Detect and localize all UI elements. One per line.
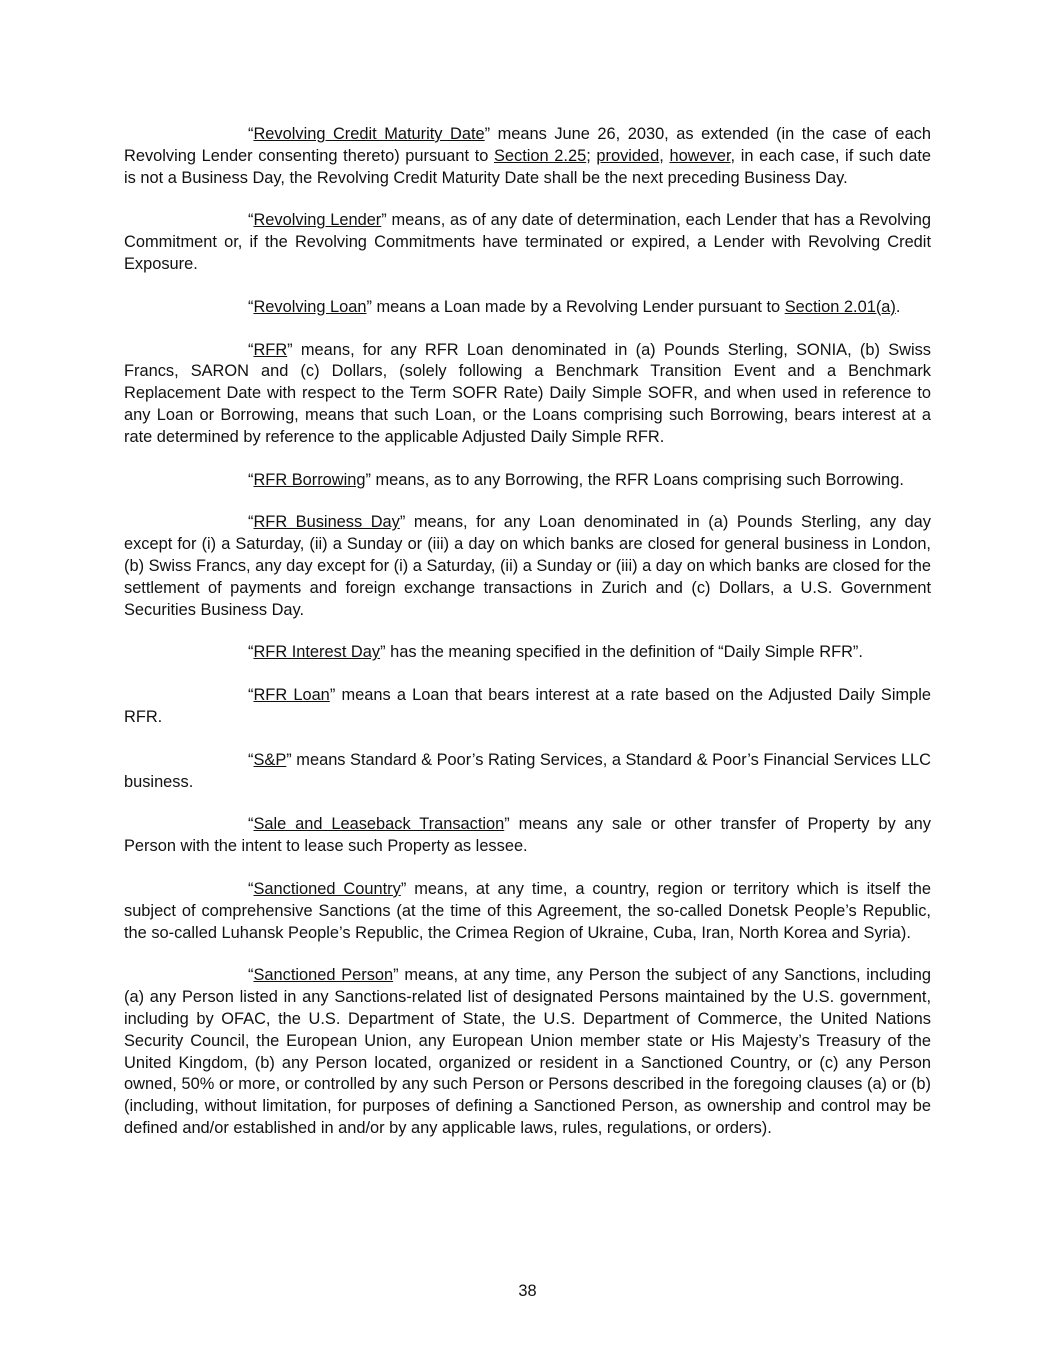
close-quote: ” [287, 340, 293, 359]
open-quote: “ [248, 750, 254, 769]
defined-term: RFR Loan [253, 686, 330, 705]
open-quote: “ [248, 297, 254, 316]
defined-term: Sanctioned Country [253, 879, 401, 898]
definition-sale-and-leaseback-transaction [124, 814, 931, 858]
section-reference: Section 2.25 [494, 146, 587, 165]
definition-text: means, as to any Borrowing, the RFR Loans comprising such Borrowing. [370, 470, 904, 489]
close-quote: ” [393, 966, 399, 985]
section-reference: Section 2.01(a) [784, 297, 896, 316]
open-quote: “ [248, 879, 254, 898]
defined-term: RFR Business Day [253, 513, 400, 532]
defined-term: Revolving Lender [253, 211, 382, 230]
definition-text: means a Loan made by a Revolving Lender pursuant to [371, 297, 785, 316]
open-quote: “ [248, 340, 254, 359]
open-quote: “ [248, 686, 254, 705]
open-quote: “ [248, 211, 254, 230]
proviso-term: provided [596, 146, 660, 165]
definition-text: means, for any RFR Loan denominated in (a) Pounds Sterling, SONIA, (b) Swiss Francs, SARON and (c) Dollars, (solely following a Benchmark Transition Event and a Benchmark Replacement Date with respect to the Term SOFR Rate) Daily Simple SOFR, and when used in reference to any Loan or Borrowing, means that such Loan, or the Loans comprising such Borrowing, bears interest at a rate determined by reference to the applicable Adjusted Daily Simple RFR. [124, 340, 931, 446]
definition-text: , [659, 146, 670, 165]
open-quote: “ [248, 125, 254, 143]
close-quote: ” [380, 643, 386, 662]
close-quote: ” [286, 750, 292, 769]
open-quote: “ [248, 513, 254, 532]
close-quote: ” [366, 297, 372, 316]
open-quote: “ [248, 966, 254, 985]
definition-text: means a Loan that bears interest at a rate based on the Adjusted Daily Simple RFR. [124, 686, 932, 726]
close-quote: ” [365, 470, 371, 489]
page-number: 38 [518, 1282, 537, 1300]
definition-text: means, at any time, a country, region or territory which is itself the subject of comprehensive Sanctions (at the time of this Agreement, the so-called Donetsk People’s Republic, the so-called Luhansk People’s Republic, the Crimea Region of Ukraine, Cuba, Iran, North Korea and Syria). [124, 879, 931, 942]
proviso-term: however [669, 146, 731, 165]
definition-revolving-lender [124, 210, 931, 275]
definition-rfr-interest-day [124, 642, 931, 664]
close-quote: ” [400, 879, 407, 898]
close-quote: ” [504, 815, 510, 834]
definition-sanctioned-country [124, 879, 931, 944]
definition-text: means Standard & Poor’s Rating Services, a Standard & Poor’s Financial Services LLC business. [124, 750, 932, 791]
definition-text: means, as of any date of determination, each Lender that has a Revolving Commitment or, if the Revolving Commitments have terminated or expired, a Lender with Revolving Credit Exposure. [124, 211, 931, 273]
defined-term: Sanctioned Person [253, 966, 394, 985]
definition-sanctioned-person [124, 965, 931, 1139]
definition-text: , in each case, if such date is not a Business Day, the Revolving Credit Maturity Date shall be the next preceding Business Day. [124, 146, 932, 187]
definition-rfr-business-day [124, 512, 931, 621]
close-quote: ” [381, 211, 387, 230]
defined-term: Revolving Loan [253, 297, 367, 316]
close-quote: ” [484, 125, 491, 143]
open-quote: “ [248, 643, 254, 662]
defined-term: S&P [253, 750, 287, 769]
close-quote: ” [329, 686, 336, 705]
definition-rfr-borrowing [124, 470, 931, 492]
open-quote: “ [248, 470, 254, 489]
definition-rfr [124, 340, 931, 449]
definition-text: means June 26, 2030, as extended (in the case of each Revolving Lender consenting thereto) pursuant to [124, 125, 931, 165]
definition-revolving-loan [124, 297, 931, 319]
definition-text: means, for any Loan denominated in (a) Pounds Sterling, any day except for (i) a Saturday, (ii) a Sunday or (iii) a day on which banks are closed for general business in London, (b) Swiss Francs, any day except for (i) a Saturday, (ii) a Sunday or (iii) a day on which banks are closed for the settlement of payments and foreign exchange transactions in Zurich and (c) Dollars, a U.S. Government Securities Business Day. [124, 513, 931, 619]
definition-text: means any sale or other transfer of Property by any Person with the intent to lease such Property as lessee. [124, 815, 931, 856]
defined-term: RFR Interest Day [253, 643, 381, 662]
definition-text: means, at any time, any Person the subject of any Sanctions, including (a) any Person listed in any Sanctions-related list of designated Persons maintained by the U.S. government, including by OFAC, the U.S. Department of State, the U.S. Department of Commerce, the United Nations Security Council, the European Union, any European Union member state or His Majesty’s Treasury of the United Kingdom, (b) any Person located, organized or resident in a Sanctioned Country, or (c) any Person owned, 50% or more, or controlled by any such Person or Persons described in the foregoing clauses (a) or (b) (including, without limitation, for purposes of defining a Sanctioned Person, as ownership and control may be defined and/or established in and/or by any applicable laws, rules, regulations, or orders). [124, 966, 931, 1137]
definition-text: ; [586, 146, 597, 165]
defined-term: RFR [253, 340, 288, 359]
definition-text: has the meaning specified in the definition of “Daily Simple RFR”. [385, 643, 863, 662]
definition-rfr-loan [124, 685, 931, 729]
close-quote: ” [399, 513, 406, 532]
defined-term: Sale and Leaseback Transaction [253, 815, 505, 834]
document-page [124, 124, 931, 1161]
definition-text: . [895, 297, 901, 316]
definition-revolving-credit-maturity-date [124, 124, 931, 189]
defined-term: RFR Borrowing [253, 470, 366, 489]
defined-term: Revolving Credit Maturity Date [253, 125, 485, 143]
open-quote: “ [248, 815, 254, 834]
definition-s-and-p [124, 750, 931, 794]
